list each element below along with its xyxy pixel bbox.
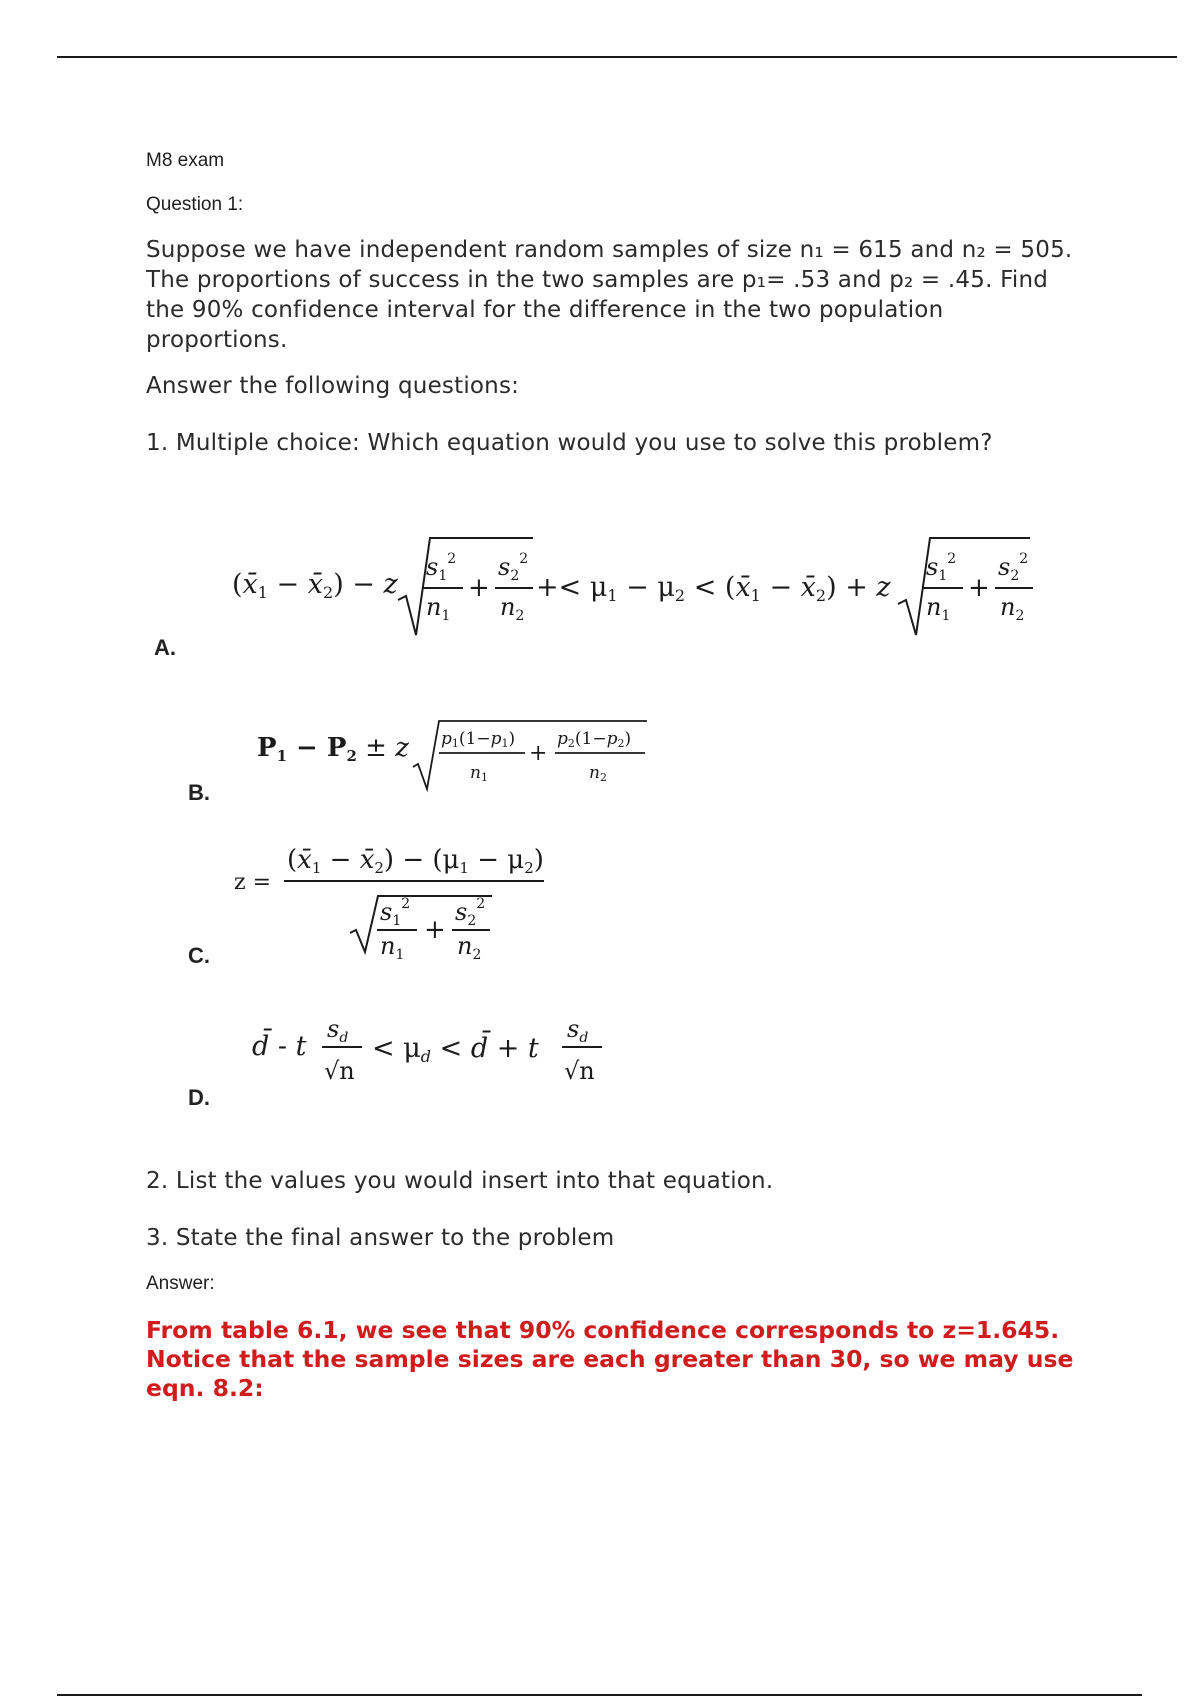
svg-text:z =: z = bbox=[234, 870, 272, 895]
option-d-label[interactable]: D. bbox=[188, 1085, 210, 1110]
equation-c bbox=[232, 838, 552, 963]
problem-text: Suppose we have independent random samples of size n₁ = 615 and n₂ = 505. The proportions of success in the two samples are p₁= .53 and p₂ = .45. Find the 90% confidence interval for the difference in the two population proportions. bbox=[146, 237, 1073, 353]
doc-title: M8 exam bbox=[146, 150, 225, 171]
svg-text:n1: n1 bbox=[470, 763, 488, 784]
svg-text:s12: $s_1^2$ bbox=[380, 896, 411, 929]
svg-text:s22: $s_2^2$ bbox=[998, 551, 1029, 584]
question-1: 1. Multiple choice: Which equation would you use to solve this problem? bbox=[146, 430, 993, 456]
option-b-label[interactable]: B. bbox=[188, 780, 210, 805]
svg-text:sd: $s_d$ bbox=[567, 1015, 589, 1046]
svg-text:s22: $s_2^2$ bbox=[498, 551, 529, 584]
answer-label: Answer: bbox=[146, 1273, 215, 1294]
svg-text:p1(1−p1): p1(1−p1) bbox=[441, 729, 516, 750]
top-rule bbox=[57, 56, 1177, 58]
svg-text:d̄ - t: d̄ - t bbox=[252, 1031, 307, 1062]
svg-text:s12: $s_1^2$ bbox=[926, 551, 957, 584]
svg-text:s12: $s_1^2$ bbox=[426, 551, 457, 584]
option-c-label[interactable]: C. bbox=[188, 943, 210, 968]
svg-text:+< μ1 − μ2 < (x̄1 − x̄2) + z: +< μ1 − μ2 < (x̄1 − x̄2) + z bbox=[536, 572, 891, 605]
svg-text:n2: $n_2$ bbox=[500, 593, 525, 624]
instructions: Answer the following questions: bbox=[146, 373, 520, 399]
svg-text:√n: √n bbox=[564, 1057, 595, 1085]
svg-text:sd: $s_d$ bbox=[327, 1015, 349, 1046]
svg-text:< μd < d̄ + t: < μd < d̄ + t bbox=[372, 1033, 539, 1066]
svg-text:n2: $n_2$ bbox=[1000, 593, 1025, 624]
bottom-rule bbox=[57, 1694, 1142, 1696]
svg-text:n1: $n_1$ bbox=[926, 593, 951, 624]
equation-b bbox=[255, 715, 655, 795]
svg-text:+: + bbox=[968, 573, 990, 603]
question-3: 3. State the final answer to the problem bbox=[146, 1225, 615, 1251]
svg-text:+: + bbox=[529, 741, 548, 766]
question-2: 2. List the values you would insert into that equation. bbox=[146, 1168, 774, 1194]
svg-text:n2: $n_2$ bbox=[457, 932, 482, 963]
svg-text:n1: $n_1$ bbox=[380, 932, 405, 963]
answer-text: From table 6.1, we see that 90% confidence corresponds to z=1.645. Notice that the sample sizes are each greater than 30, so we may use eqn. 8.2: bbox=[146, 1316, 1074, 1402]
svg-text:√n: √n bbox=[324, 1057, 355, 1085]
svg-text:(x̄1 − x̄2) − (μ1 − μ2): (x̄1 − x̄2) − (μ1 − μ2) bbox=[287, 845, 544, 877]
svg-text:P1 − P2 ± z: P1 − P2 ± z bbox=[257, 733, 409, 765]
option-a-label[interactable]: A. bbox=[154, 635, 176, 660]
equation-a bbox=[230, 530, 1060, 640]
svg-text:(x̄1 − x̄2) − z: (x̄1 − x̄2) − z bbox=[232, 569, 398, 602]
question-label: Question 1: bbox=[146, 194, 244, 215]
svg-text:+: + bbox=[424, 915, 446, 945]
equation-d bbox=[250, 1005, 610, 1095]
svg-text:n1: $n_1$ bbox=[426, 593, 451, 624]
svg-text:p2(1−p2): p2(1−p2) bbox=[557, 729, 632, 750]
svg-text:n2: n2 bbox=[589, 763, 607, 784]
svg-text:s22: $s_2^2$ bbox=[455, 896, 486, 929]
svg-text:+: + bbox=[468, 573, 490, 603]
